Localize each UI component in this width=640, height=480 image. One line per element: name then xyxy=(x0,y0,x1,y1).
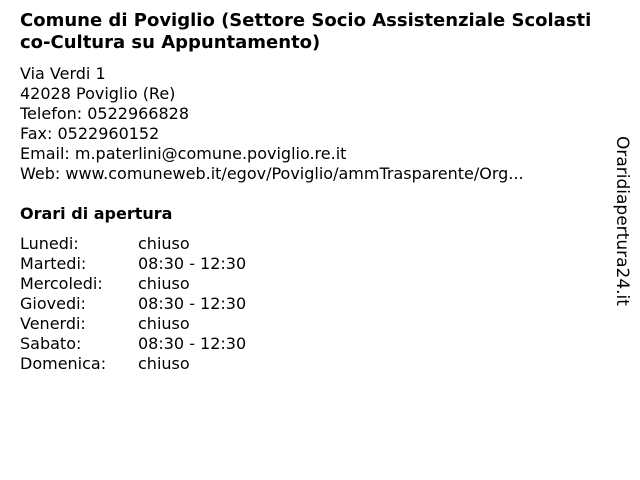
day-label: Martedi: xyxy=(20,254,87,273)
hours-row-wednesday xyxy=(20,274,246,294)
fax-line: Fax: 0522960152 xyxy=(20,124,160,143)
day-hours: 08:30 - 12:30 xyxy=(138,254,247,273)
day-hours: chiuso xyxy=(138,234,190,253)
hours-row-tuesday xyxy=(20,254,246,274)
opening-hours-table xyxy=(20,234,246,374)
day-hours: chiuso xyxy=(138,354,190,373)
day-hours: chiuso xyxy=(138,274,190,293)
day-hours: 08:30 - 12:30 xyxy=(138,294,247,313)
site-watermark: Oraridiapertura24.it xyxy=(612,136,632,306)
address-line: Via Verdi 1 xyxy=(20,64,106,83)
hours-row-saturday xyxy=(20,334,246,354)
day-label: Mercoledi: xyxy=(20,274,103,293)
day-label: Venerdi: xyxy=(20,314,86,333)
email-line: Email: m.paterlini@comune.poviglio.re.it xyxy=(20,144,347,163)
page-title: Comune di Poviglio (Settore Socio Assistenziale Scolastico-Cultura su Appuntamento) xyxy=(20,10,592,53)
phone-line: Telefon: 0522966828 xyxy=(20,104,190,123)
hours-row-monday xyxy=(20,234,246,254)
day-label: Sabato: xyxy=(20,334,82,353)
city-line: 42028 Poviglio (Re) xyxy=(20,84,176,103)
hours-row-friday xyxy=(20,314,246,334)
day-label: Domenica: xyxy=(20,354,107,373)
day-label: Lunedi: xyxy=(20,234,79,253)
day-hours: 08:30 - 12:30 xyxy=(138,334,247,353)
hours-row-thursday xyxy=(20,294,246,314)
opening-hours-heading: Orari di apertura xyxy=(20,204,173,223)
contact-info xyxy=(20,64,600,184)
day-label: Giovedi: xyxy=(20,294,86,313)
day-hours: chiuso xyxy=(138,314,190,333)
web-line: Web: www.comuneweb.it/egov/Poviglio/ammTrasparente/Org... xyxy=(20,164,524,183)
hours-row-sunday xyxy=(20,354,246,374)
